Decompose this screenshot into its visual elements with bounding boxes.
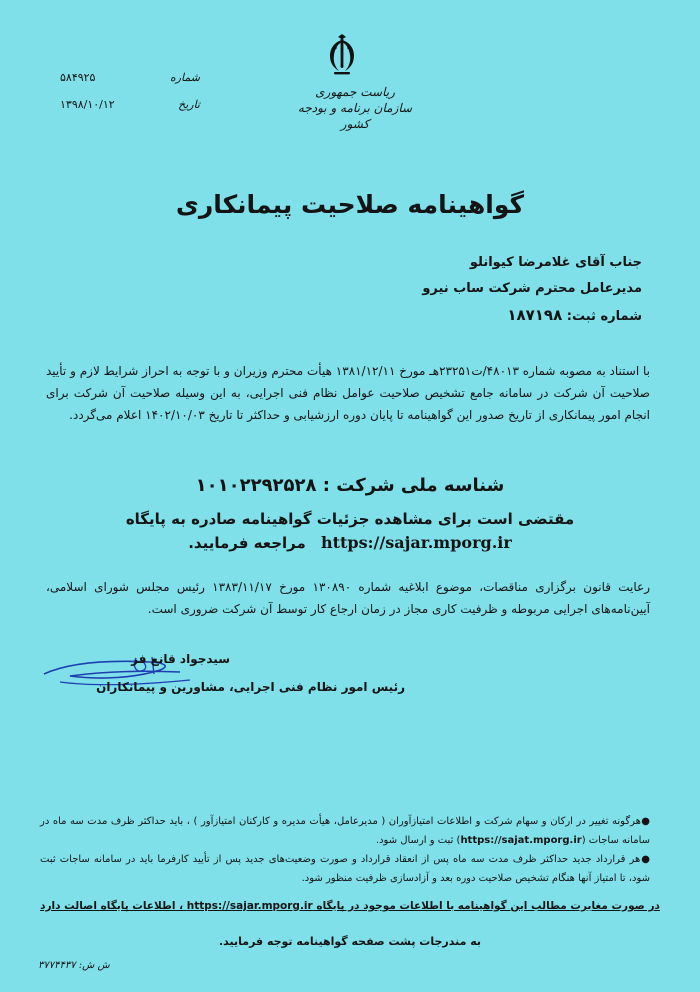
footer-code: ش ش: ۳۷۷۴۴۳۷ — [38, 960, 110, 971]
request-line1: مقتضی است برای مشاهده جزئیات گواهینامه صادره به پایگاه — [125, 510, 575, 528]
issuer-line2: سازمان برنامه و بودجه کشور — [297, 101, 413, 131]
notes-block — [40, 812, 650, 888]
note-1 — [40, 812, 650, 850]
issuer-line1: ریاست جمهوری — [315, 85, 395, 99]
note-2: ●هر قرارداد جدید حداکثر ظرف مدت سه ماه پس از انعقاد قرارداد و صورت وضعیت‌های جدید پس از تأیید کارفرما باید در سامانه ساجات ثبت شود، تا امتیاز آنها هنگام تشخیص صلاحیت دوره بعد و آزادسازی ظرفیت منظور شود. — [40, 854, 650, 884]
addressee-line2: مدیرعامل محترم شرکت ساب نیرو — [422, 281, 642, 296]
signatory-name: سیدجواد قانع فر — [131, 652, 230, 666]
signatory-title: رئیس امور نظام فنی اجرایی، مشاورین و پیمانکاران — [96, 680, 405, 694]
request-block — [0, 507, 700, 555]
number-label: شماره — [169, 71, 200, 84]
body-paragraph-1: با استناد به مصوبه شماره ۴۸۰۱۳/ت۲۳۲۵۱هـ مورخ ۱۳۸۱/۱۲/۱۱ هیأت محترم وزیران و با توجه به احراز شرایط لازم و تأیید صلاحیت آن شرکت در سامانه جامع تشخیص صلاحیت عوامل نظام فنی اجرایی، به این وسیله صلاحیت آن شرکت برای انجام امور پیمانکاری از تاریخ صدور این گواهینامه تا پایان دوره ارزشیابی و حداکثر تا تاریخ ۱۴۰۲/۱۰/۰۳ اعلام می‌گردد. — [46, 364, 651, 422]
sajat-link[interactable]: https://sajat.mporg.ir — [460, 835, 582, 846]
note-1-text-a: ●هرگونه تغییر در ارکان و سهام شرکت و اطلاعات امتیازآوران ( مدیرعامل، هیأت مدیره و کارکنان امتیازآور ) ، باید حداکثر ظرف مدت سه ماه در سامانه ساجات ( — [40, 816, 650, 846]
national-id: شناسه ملی شرکت : ۱۰۱۰۲۲۹۲۵۲۸ — [195, 475, 505, 496]
issuer-block — [290, 84, 420, 132]
addressee-block — [422, 250, 642, 330]
body-paragraph-2: رعایت قانون برگزاری مناقصات، موضوع ابلاغیه شماره ۱۳۰۸۹۰ مورخ ۱۳۸۳/۱۱/۱۷ رئیس مجلس شورای اسلامی، آیین‌نامه‌های اجرایی مربوطه و ظرفیت کاری مجاز در زمان ارجاع کار توسط آن شرکت ضروری است. — [46, 580, 650, 616]
addressee-line1: جناب آقای غلامرضا کیوانلو — [469, 255, 642, 270]
registration-label: شماره ثبت: — [566, 309, 642, 324]
request-line2: مراجعه فرمایید. — [188, 534, 306, 552]
sajar-link[interactable]: https://sajar.mporg.ir — [321, 533, 512, 552]
registration-number: ۱۸۷۱۹۸ — [507, 306, 563, 324]
number-value: ۵۸۴۹۲۵ — [60, 71, 96, 84]
back-page-note: به مندرجات پشت صفحه گواهینامه توجه فرمایید. — [218, 935, 482, 948]
iran-emblem-icon — [318, 34, 366, 82]
validity-warning: در صورت مغایرت مطالب این گواهینامه با اطلاعات موجود در پایگاه https://sajar.mporg.ir ، اطلاعات پایگاه اصالت دارد — [40, 900, 660, 912]
letter-meta — [60, 64, 200, 118]
note-1-text-b: ) ثبت و ارسال شود. — [375, 835, 461, 846]
date-label: تاریخ — [178, 98, 200, 111]
page-title: گواهینامه صلاحیت پیمانکاری — [175, 190, 525, 219]
date-value: ۱۳۹۸/۱۰/۱۲ — [60, 98, 115, 111]
